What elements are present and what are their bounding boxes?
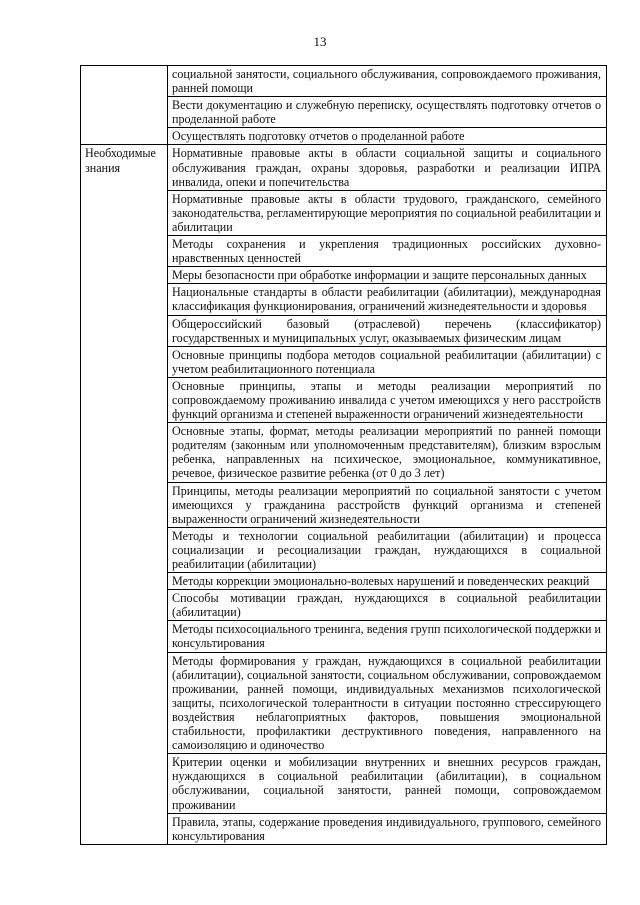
- list-item: Методы коррекции эмоционально-волевых нарушений и поведенческих реакций: [168, 573, 607, 590]
- list-item: Нормативные правовые акты в области социальной защиты и социального обслуживания граждан, охраны здоровья, разработки и реализации ИПРА инвалида, опеки и попечительства: [168, 145, 607, 190]
- empty-label-cell: [81, 66, 168, 145]
- list-item: Нормативные правовые акты в области трудового, гражданского, семейного законодательства, регламентирующие мероприятия по социальной реабилитации и абилитации: [168, 190, 607, 235]
- list-item: Основные этапы, формат, методы реализации мероприятий по ранней помощи родителям (законным или уполномоченным представителям), близким взрослым ребенка, направленных на психическое, эмоциональное, коммуникативное, речевое, физическое развитие ребенка (от 0 до 3 лет): [168, 423, 607, 482]
- list-item: Способы мотивации граждан, нуждающихся в социальной реабилитации (абилитации): [168, 590, 607, 621]
- list-item: Вести документацию и служебную переписку, осуществлять подготовку отчетов о проделанной работе: [168, 97, 607, 128]
- list-item: Общероссийский базовый (отраслевой) перечень (классификатор) государственных и муниципальных услуг, оказываемых физическим лицам: [168, 315, 607, 346]
- list-item: Критерии оценки и мобилизации внутренних и внешних ресурсов граждан, нуждающихся в социальной реабилитации (абилитации), в социальном обслуживании, социальной занятости, ранней помощи, сопровождаемом проживании: [168, 754, 607, 813]
- list-item: Национальные стандарты в области реабилитации (абилитации), международная классификация функционирования, ограничений жизнедеятельности и здоровья: [168, 284, 607, 315]
- list-item: Основные принципы, этапы и методы реализации мероприятий по сопровождаемому проживанию инвалида с учетом имеющихся у него расстройств функций организма и степеней выраженности ограничений жизнедеятельности: [168, 377, 607, 422]
- list-item: Меры безопасности при обработке информации и защите персональных данных: [168, 267, 607, 284]
- list-item: Методы сохранения и укрепления традиционных российских духовно-нравственных ценностей: [168, 236, 607, 267]
- qualification-table: [80, 65, 607, 845]
- knowledge-label: Необходимые знания: [81, 145, 168, 844]
- list-item: социальной занятости, социального обслуживания, сопровождаемого проживания, ранней помощи: [168, 66, 607, 97]
- page-number: 13: [313, 34, 327, 49]
- table-body: [81, 66, 607, 845]
- table-row: [81, 66, 607, 97]
- list-item: Правила, этапы, содержание проведения индивидуального, группового, семейного консультирования: [168, 813, 607, 844]
- list-item: Осуществлять подготовку отчетов о проделанной работе: [168, 128, 607, 145]
- list-item: Методы формирования у граждан, нуждающихся в социальной реабилитации (абилитации), социальной занятости, социальном обслуживании, сопровождаемом проживании, ранней помощи, индивидуальных механизмов психологической защиты, психологической толерантности в ситуации постоянно стрессирующего воздействия неблагоприятных факторов, повышения эмоциональной стабильности, профилактики деструктивного поведения, направленного на самоизоляцию и одиночество: [168, 652, 607, 754]
- list-item: Основные принципы подбора методов социальной реабилитации (абилитации) с учетом реабилитационного потенциала: [168, 346, 607, 377]
- table-row: [81, 145, 607, 190]
- list-item: Принципы, методы реализации мероприятий по социальной занятости с учетом имеющихся у гражданина расстройств функций организма и степеней выраженности ограничений жизнедеятельности: [168, 482, 607, 527]
- list-item: Методы психосоциального тренинга, ведения групп психологической поддержки и консультирования: [168, 621, 607, 652]
- list-item: Методы и технологии социальной реабилитации (абилитации) и процесса социализации и ресоциализации граждан, нуждающихся в социальной реабилитации (абилитации): [168, 527, 607, 572]
